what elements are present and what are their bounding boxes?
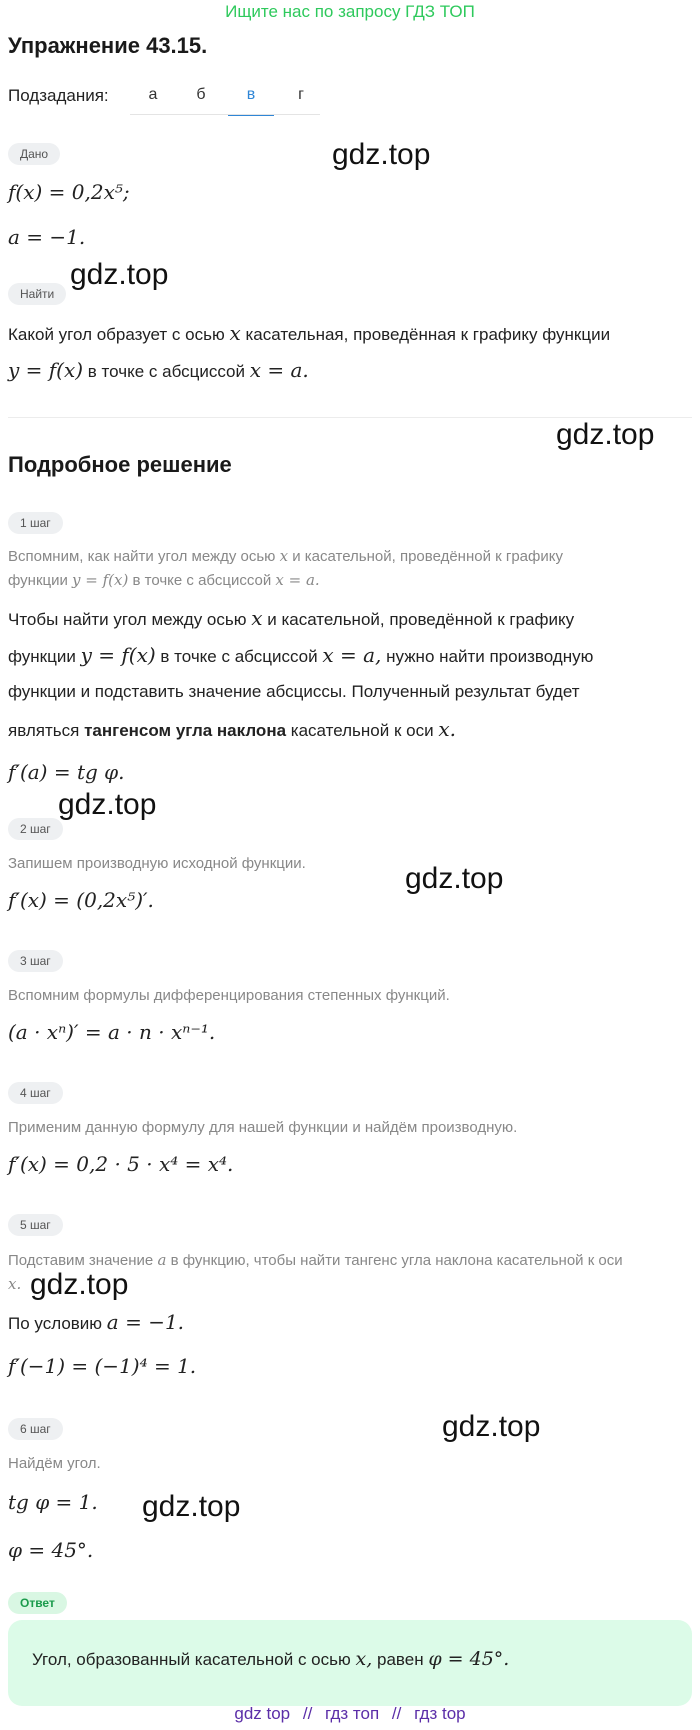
step-1-body-line3: функции и подставить значение абсциссы. Полученный результат будет: [8, 682, 580, 701]
footer-link[interactable]: гдз топ: [325, 1704, 380, 1723]
footer-link[interactable]: gdz top: [234, 1704, 291, 1723]
tab-g[interactable]: г: [298, 86, 304, 103]
step-1-body-line4: являться тангенсом угла наклона касательной к оси x.: [8, 717, 456, 741]
find-section: [8, 283, 66, 305]
answer-text: Угол, образованный касательной с осью x, равен φ = 45°.: [32, 1648, 510, 1670]
step-2-hint: Запишем производную исходной функции.: [8, 855, 306, 872]
step-5-chip-wrap: [8, 1214, 63, 1236]
step-1-body-line2: функции y = f(x) в точке с абсциссой x = a, нужно найти производную: [8, 643, 594, 667]
step-3-hint: Вспомним формулы дифференцирования степенных функций.: [8, 987, 450, 1004]
watermark: gdz.top: [70, 258, 169, 291]
step-1-formula: f′(a) = tg φ.: [8, 760, 125, 784]
footer-links: [0, 1704, 700, 1724]
footer-separator: //: [391, 1704, 402, 1723]
step-1-body-line1: Чтобы найти угол между осью x и касательной, проведённой к графику: [8, 606, 575, 630]
step-1-chip-wrap: [8, 512, 63, 534]
step-4-formula: f′(x) = 0,2 · 5 · x⁴ = x⁴.: [8, 1152, 234, 1176]
step-3-chip-wrap: [8, 950, 63, 972]
subtasks-label: Подзадания:: [8, 86, 109, 105]
answer-chip-wrap: [8, 1592, 67, 1614]
step-6-formula-1: tg φ = 1.: [8, 1490, 98, 1514]
step-1-hint-line1: Вспомним, как найти угол между осью x и касательной, проведённой к графику: [8, 547, 563, 565]
step-5-hint-line2: x.: [8, 1275, 22, 1293]
step-6-formula-2: φ = 45°.: [8, 1538, 94, 1562]
watermark: gdz.top: [142, 1490, 241, 1523]
step-chip: 2 шаг: [8, 818, 63, 840]
watermark: gdz.top: [405, 862, 504, 895]
step-3-formula: (a · xⁿ)′ = a · n · xⁿ⁻¹.: [8, 1020, 216, 1044]
step-5-formula: f′(−1) = (−1)⁴ = 1.: [8, 1354, 197, 1378]
tab-b[interactable]: б: [196, 86, 206, 103]
find-text-line2: y = f(x) в точке с абсциссой x = a.: [8, 358, 309, 382]
step-2-formula: f′(x) = (0,2x⁵)′.: [8, 888, 154, 912]
step-chip: 3 шаг: [8, 950, 63, 972]
given-a: a = −1.: [8, 225, 86, 249]
step-chip: 5 шаг: [8, 1214, 63, 1236]
step-6-chip-wrap: [8, 1418, 63, 1440]
find-chip: Найти: [8, 283, 66, 305]
step-5-body: По условию a = −1.: [8, 1310, 185, 1334]
answer-chip: Ответ: [8, 1592, 67, 1614]
given-chip: Дано: [8, 143, 60, 165]
given-section: [8, 143, 60, 165]
step-5-hint-line1: Подставим значение a в функцию, чтобы найти тангенс угла наклона касательной к оси: [8, 1251, 623, 1269]
tab-v[interactable]: в: [228, 80, 274, 116]
step-chip: 4 шаг: [8, 1082, 63, 1104]
tabs-underline: [130, 114, 320, 115]
watermark: gdz.top: [556, 418, 655, 451]
tab-a[interactable]: а: [148, 86, 158, 103]
footer-separator: //: [302, 1704, 313, 1723]
watermark: gdz.top: [442, 1410, 541, 1443]
solution-title: Подробное решение: [8, 452, 232, 477]
exercise-title: Упражнение 43.15.: [8, 33, 208, 58]
step-4-chip-wrap: [8, 1082, 63, 1104]
step-chip: 1 шаг: [8, 512, 63, 534]
step-4-hint: Применим данную формулу для нашей функции и найдём производную.: [8, 1119, 518, 1136]
watermark: gdz.top: [332, 138, 431, 171]
step-chip: 6 шаг: [8, 1418, 63, 1440]
watermark: gdz.top: [30, 1268, 129, 1301]
step-2-chip-wrap: [8, 818, 63, 840]
search-banner: Ищите нас по запросу ГДЗ ТОП: [225, 2, 475, 21]
find-text-line1: Какой угол образует с осью x касательная, проведённая к графику функции: [8, 321, 611, 345]
step-1-hint-line2: функции y = f(x) в точке с абсциссой x = a.: [8, 571, 320, 589]
watermark: gdz.top: [58, 788, 157, 821]
footer-link[interactable]: гдз top: [414, 1704, 466, 1723]
given-function: f(x) = 0,2x⁵;: [8, 180, 130, 204]
step-6-hint: Найдём угол.: [8, 1455, 101, 1472]
subtask-tabs: [130, 80, 350, 116]
